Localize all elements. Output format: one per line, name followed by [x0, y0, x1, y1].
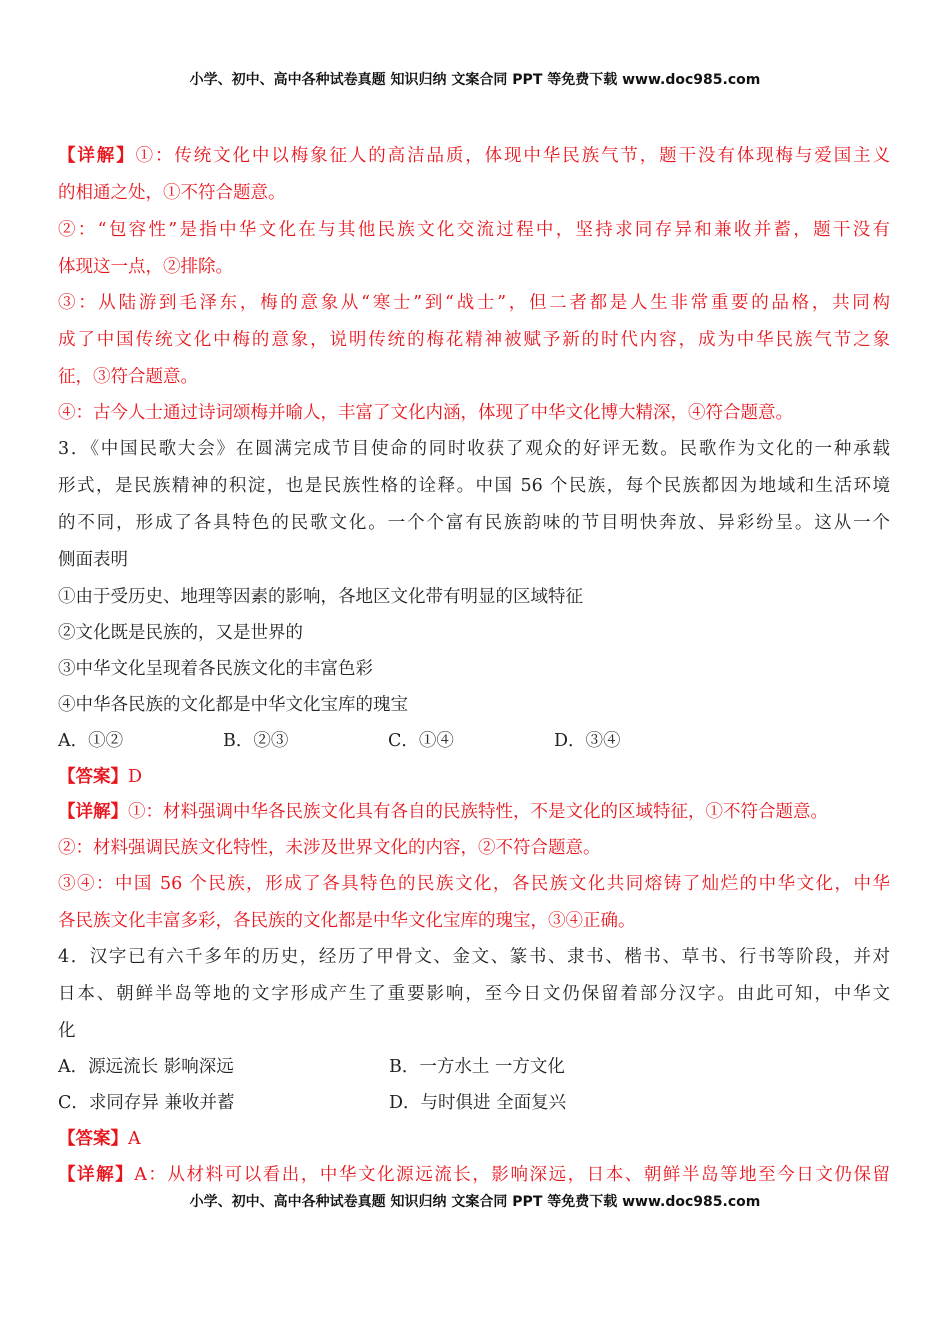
q2-explain-line: ③：从陆游到毛泽东，梅的意象从“寒士”到“战士”，但二者都是人生非常重要的品格，共同构: [58, 293, 890, 313]
q4-answer: 【答案】A: [58, 1129, 141, 1149]
q3-stem-line: 3．《中国民歌大会》在圆满完成节目使命的同时收获了观众的好评无数。民歌作为文化的一种承载: [58, 439, 890, 459]
q3-option-c: C．①④: [388, 731, 454, 751]
q3-answer: 【答案】D: [58, 767, 143, 787]
q4-explain-line: 【详解】A：从材料可以看出，中华文化源远流长，影响深远，日本、朝鲜半岛等地至今日文仍保留: [58, 1165, 891, 1185]
q3-statement: ①由于受历史、地理等因素的影响，各地区文化带有明显的区域特征: [58, 587, 583, 607]
q3-explain-line: 各民族文化丰富多彩，各民族的文化都是中华文化宝库的瑰宝，③④正确。: [58, 911, 636, 931]
q4-stem-line: 日本、朝鲜半岛等地的文字形成产生了重要影响，至今日文仍保留着部分汉字。由此可知，中华文: [58, 984, 890, 1004]
q4-option-d: D．与时俱进 全面复兴: [389, 1093, 567, 1113]
q4-option-c: C．求同存异 兼收并蓄: [58, 1093, 235, 1113]
q2-explain-line: 征，③符合题意。: [58, 367, 198, 387]
q3-stem-line: 的不同，形成了各具特色的民歌文化。一个个富有民族韵味的节目明快奔放、异彩纷呈。这从一个: [58, 513, 890, 533]
q3-option-b: B．②③: [223, 731, 289, 751]
q2-explain-line: 的相通之处，①不符合题意。: [58, 183, 286, 203]
q2-explain-line: 【详解】①：传统文化中以梅象征人的高洁品质，体现中华民族气节，题干没有体现梅与爱国主义: [58, 146, 891, 166]
q2-explain-line: ②：“包容性”是指中华文化在与其他民族文化交流过程中，坚持求同存异和兼收并蓄，题干没有: [58, 220, 890, 240]
q2-explain-line: ④：古今人士通过诗词颂梅并喻人，丰富了文化内涵，体现了中华文化博大精深，④符合题意。: [58, 403, 793, 423]
q3-option-a: A．①②: [58, 731, 124, 751]
q3-explain-line: ③④：中国 56 个民族，形成了各具特色的民族文化，各民族文化共同熔铸了灿烂的中华文化，中华: [58, 874, 890, 894]
q3-explain-line: 【详解】①：材料强调中华各民族文化具有各自的民族特性，不是文化的区域特征，①不符合题意。: [58, 802, 828, 822]
page-header: 小学、初中、高中各种试卷真题 知识归纳 文案合同 PPT 等免费下载 www.doc985.com: [189, 72, 761, 88]
q2-explain-line: 体现这一点，②排除。: [58, 257, 233, 277]
q4-stem-line: 化: [58, 1021, 76, 1041]
q3-explain-line: ②：材料强调民族文化特性，未涉及世界文化的内容，②不符合题意。: [58, 838, 601, 858]
q4-option-a: A．源远流长 影响深远: [58, 1057, 234, 1077]
explain-tag: 【详解】: [58, 146, 136, 166]
q4-option-b: B．一方水土 一方文化: [389, 1057, 565, 1077]
q2-explain-line: 成了中国传统文化中梅的意象，说明传统的梅花精神被赋予新的时代内容，成为中华民族气节之象: [58, 330, 890, 350]
q3-statement: ④中华各民族的文化都是中华文化宝库的瑰宝: [58, 695, 408, 715]
q4-stem-line: 4．汉字已有六千多年的历史，经历了甲骨文、金文、篆书、隶书、楷书、草书、行书等阶段，并对: [58, 947, 890, 967]
q3-stem-line: 侧面表明: [58, 550, 128, 570]
q3-option-d: D．③④: [554, 731, 621, 751]
q3-statement: ②文化既是民族的，又是世界的: [58, 623, 303, 643]
q3-statement: ③中华文化呈现着各民族文化的丰富色彩: [58, 659, 373, 679]
q3-stem-line: 形式，是民族精神的积淀，也是民族性格的诠释。中国 56 个民族，每个民族都因为地域和生活环境: [58, 476, 890, 496]
page-footer: 小学、初中、高中各种试卷真题 知识归纳 文案合同 PPT 等免费下载 www.doc985.com: [189, 1194, 761, 1210]
